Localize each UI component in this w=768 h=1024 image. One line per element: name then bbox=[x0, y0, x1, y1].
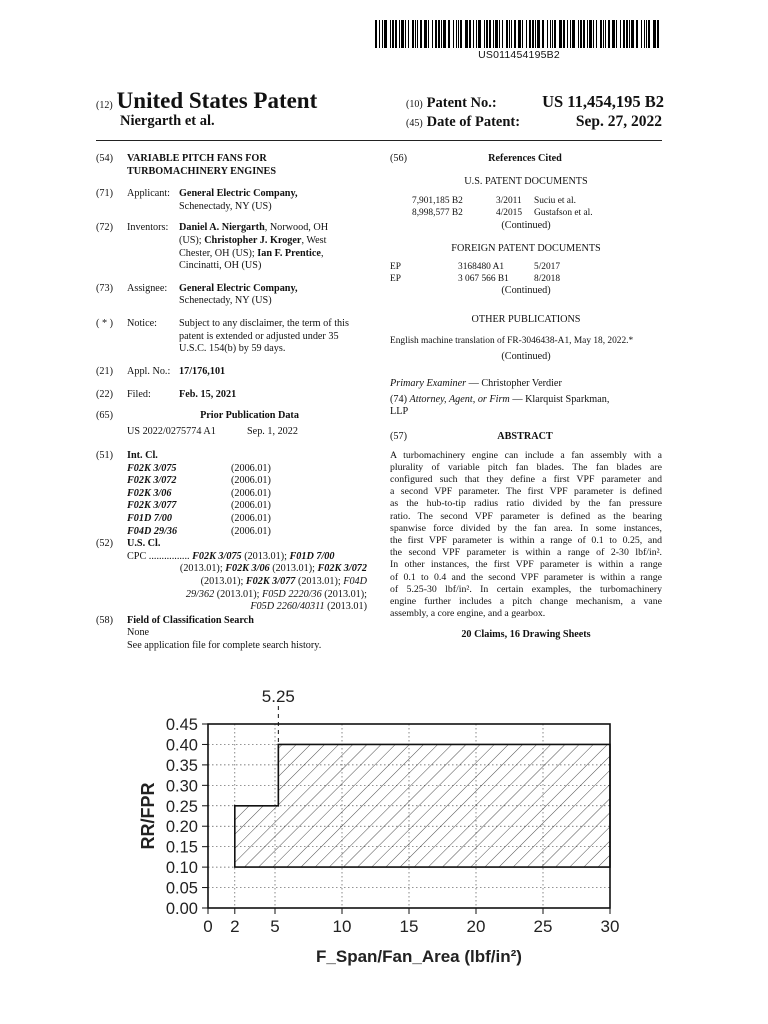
barcode-bar bbox=[529, 20, 531, 48]
barcode-bar bbox=[641, 20, 642, 48]
barcode-bar bbox=[456, 20, 457, 48]
barcode-bar bbox=[631, 20, 634, 48]
barcode-bar bbox=[620, 20, 621, 48]
barcode-bar bbox=[428, 20, 429, 48]
y-tick-label: 0.10 bbox=[165, 859, 198, 878]
right-column bbox=[390, 153, 662, 642]
abstract-line: ratio. The second VPF parameter is defined as the bearing bbox=[390, 510, 662, 522]
x-tick-label: 30 bbox=[600, 917, 620, 936]
left-column bbox=[96, 153, 372, 653]
barcode-bar bbox=[532, 20, 534, 48]
abstract-text bbox=[390, 450, 662, 621]
barcode-bar bbox=[522, 20, 523, 48]
attorney-line: (74) Attorney, Agent, or Firm — Klarquist Sparkman, bbox=[390, 393, 610, 405]
barcode-bar bbox=[495, 20, 498, 48]
barcode-bar bbox=[382, 20, 383, 48]
barcode-bar bbox=[399, 20, 400, 48]
barcode-bar bbox=[499, 20, 500, 48]
barcode-bar bbox=[395, 20, 397, 48]
abstract-line: as the hub-to-tip radius ratio divided by the fan pressure bbox=[390, 498, 662, 510]
barcode-bar bbox=[443, 20, 446, 48]
barcode-bar bbox=[484, 20, 485, 48]
field-of-search: (58) Field of Classification Search None See application file for complete search history. bbox=[96, 614, 322, 651]
foreign-doc-row: EP 3168480 A1 5/2017 bbox=[390, 262, 561, 273]
y-tick-label: 0.05 bbox=[165, 879, 198, 898]
foreign-docs-heading: FOREIGN PATENT DOCUMENTS bbox=[451, 242, 601, 254]
barcode-bar bbox=[636, 20, 638, 48]
y-tick-label: 0.00 bbox=[165, 900, 198, 918]
barcode-bar bbox=[600, 20, 602, 48]
references-heading: (56) References Cited bbox=[390, 153, 562, 164]
barcode-bar bbox=[653, 20, 656, 48]
barcode-bar bbox=[458, 20, 459, 48]
applicant-field: (71) Applicant: General Electric Company, Schenectady, NY (US) bbox=[96, 188, 298, 212]
abstract-heading: (57) ABSTRACT bbox=[390, 430, 553, 442]
barcode-bar bbox=[375, 20, 377, 48]
barcode-bar bbox=[605, 20, 606, 48]
x-tick-label: 15 bbox=[399, 917, 419, 936]
barcode-bar bbox=[535, 20, 536, 48]
y-axis-label: RR/FPR bbox=[138, 782, 158, 850]
barcode-bar bbox=[563, 20, 565, 48]
prior-publication-heading: (65) Prior Publication Data bbox=[96, 409, 299, 421]
barcode-bar bbox=[603, 20, 604, 48]
x-tick-label: 0 bbox=[203, 917, 213, 936]
x-axis-label: F_Span/Fan_Area (lbf/in²) bbox=[316, 947, 522, 966]
int-cl-row: F02K 3/072 (2006.01) bbox=[127, 475, 271, 487]
barcode-bar bbox=[612, 20, 615, 48]
barcode-bar bbox=[626, 20, 628, 48]
us-doc-row: 7,901,185 B2 3/2011 Suciu et al. bbox=[412, 196, 576, 207]
barcode-bar bbox=[432, 20, 433, 48]
x-tick-label: 25 bbox=[533, 917, 553, 936]
y-tick-label: 0.15 bbox=[165, 838, 198, 857]
barcode-bar bbox=[473, 20, 474, 48]
us-doc-row: 8,998,577 B2 4/2015 Gustafson et al. bbox=[412, 207, 593, 218]
barcode-bar bbox=[435, 20, 437, 48]
barcode-number: US011454195B2 bbox=[478, 49, 560, 61]
barcode-bar bbox=[453, 20, 454, 48]
assignee-field: (73) Assignee: General Electric Company, Schenectady, NY (US) bbox=[96, 282, 298, 307]
us-docs-heading: U.S. PATENT DOCUMENTS bbox=[464, 175, 588, 187]
barcode-bar bbox=[644, 20, 645, 48]
date-line: (45) Date of Patent: Sep. 27, 2022 bbox=[406, 113, 662, 130]
barcode-bar bbox=[589, 20, 592, 48]
barcode-bar bbox=[392, 20, 394, 48]
barcode-bar bbox=[629, 20, 630, 48]
barcode-bar bbox=[405, 20, 406, 48]
barcode-bar bbox=[441, 20, 442, 48]
y-tick-label: 0.20 bbox=[165, 818, 198, 837]
abstract-line: the first VPF parameter is within a range of 0.1 to 0.25, and bbox=[390, 534, 662, 546]
barcode-bar bbox=[417, 20, 418, 48]
barcode-bar bbox=[537, 20, 540, 48]
barcode-bar bbox=[657, 20, 659, 48]
barcode-bar bbox=[509, 20, 510, 48]
appl-no-field: (21) Appl. No.: 17/176,101 bbox=[96, 365, 226, 377]
annotation-label-5-25: 5.25 bbox=[261, 687, 295, 706]
x-axis bbox=[203, 908, 619, 936]
barcode-bar bbox=[518, 20, 521, 48]
abstract-line: configured such that they define a first VPF parameter and bbox=[390, 473, 662, 485]
inventors-field: (72) Inventors: Daniel A. Niergarth, Norwood, OH (US); Christopher J. Kroger, West Chester, OH (US); Ian F. Prentice, Cincinatti, OH (US) bbox=[96, 222, 329, 272]
barcode-bar bbox=[648, 20, 650, 48]
abstract-line: spanwise force divided by the fan area. In some instances, bbox=[390, 522, 662, 534]
barcode-bar bbox=[493, 20, 494, 48]
x-tick-label: 20 bbox=[466, 917, 486, 936]
barcode-bar bbox=[550, 20, 551, 48]
int-cl-row: F02K 3/075 (2006.01) bbox=[127, 462, 271, 474]
int-cl-row: F04D 29/36 (2006.01) bbox=[127, 525, 271, 537]
int-cl-list bbox=[127, 463, 317, 539]
us-cl-field: (52) U.S. Cl. bbox=[96, 538, 161, 550]
barcode-bar bbox=[384, 20, 387, 48]
barcode-bar bbox=[580, 20, 582, 48]
barcode-bar bbox=[478, 20, 481, 48]
cpc-block: CPC ................ F02K 3/075 (2013.01); F01D 7/00 (2013.01); F02K 3/06 (2013.01); F02K 3/072 (2013.01); F02K 3/077 (2013.01); F04D 29/362 (2013.01); F05D 2220/36 (2013.01); F05D 2260/40311 (2013.01) bbox=[127, 550, 367, 613]
notice-field: ( * ) Notice: Subject to any disclaimer, the term of this patent is extended or adjusted under 35 U.S.C. 154(b) by 59 days. bbox=[96, 317, 349, 355]
us-docs-continued: (Continued) bbox=[501, 220, 551, 231]
other-pubs-continued: (Continued) bbox=[501, 350, 551, 362]
abstract-line: A turbomachinery engine can include a fan assembly with a bbox=[390, 449, 662, 461]
abstract-line: engine further includes a pitch change mechanism, a vane bbox=[390, 596, 662, 607]
doc-kind-line: (12) United States Patent bbox=[96, 88, 318, 113]
filed-field: (22) Filed: Feb. 15, 2021 bbox=[96, 389, 237, 401]
y-tick-label: 0.45 bbox=[165, 716, 198, 734]
barcode-bar bbox=[401, 20, 404, 48]
barcode-bar bbox=[476, 20, 477, 48]
barcode-bar bbox=[379, 20, 380, 48]
barcode-bar bbox=[465, 20, 468, 48]
inventors-short: Niergarth et al. bbox=[120, 113, 215, 129]
barcode-bar bbox=[583, 20, 585, 48]
barcode-bar bbox=[506, 20, 508, 48]
y-tick-label: 0.25 bbox=[165, 797, 198, 816]
barcode-bar bbox=[608, 20, 610, 48]
barcode-bar bbox=[460, 20, 462, 48]
foreign-docs-list bbox=[390, 262, 662, 285]
abstract-line: the second VPF parameter is within a range of 2-30 lbf/in². bbox=[390, 547, 662, 559]
doc-kind: United States Patent bbox=[116, 88, 318, 113]
barcode-bar bbox=[511, 20, 512, 48]
foreign-docs-continued: (Continued) bbox=[501, 285, 551, 296]
barcode-bar bbox=[578, 20, 579, 48]
barcode-bar bbox=[572, 20, 575, 48]
x-tick-label: 2 bbox=[230, 917, 240, 936]
barcode-bar bbox=[390, 20, 391, 48]
examiner-line: Primary Examiner — Christopher Verdier bbox=[390, 378, 562, 390]
us-docs-list bbox=[412, 196, 662, 219]
barcode-bar bbox=[616, 20, 617, 48]
abstract-line: assembly, a core engine, and a gearbox. bbox=[390, 608, 546, 620]
patent-date: Sep. 27, 2022 bbox=[575, 113, 662, 130]
abstract-line: plurality of variable pitch fan blades. The fan blades are bbox=[390, 461, 662, 473]
barcode-bar bbox=[438, 20, 440, 48]
abstract-line: of 5.25-30 lbf/in². In certain examples, the turbomachinery bbox=[390, 583, 662, 595]
barcode-bar bbox=[542, 20, 544, 48]
patent-number-line: (10) Patent No.: US 11,454,195 B2 bbox=[406, 92, 664, 111]
barcode bbox=[375, 20, 663, 48]
barcode-bar bbox=[469, 20, 471, 48]
barcode-bar bbox=[587, 20, 588, 48]
barcode-bar bbox=[547, 20, 548, 48]
abstract-line: a second VPF parameter. The first VPF parameter is defined bbox=[390, 486, 662, 498]
claims-sheets: 20 Claims, 16 Drawing Sheets bbox=[461, 629, 591, 641]
barcode-bar bbox=[412, 20, 414, 48]
barcode-bar bbox=[526, 20, 527, 48]
y-tick-label: 0.30 bbox=[165, 777, 198, 796]
int-cl-row: F02K 3/077 (2006.01) bbox=[127, 500, 271, 512]
barcode-bar bbox=[554, 20, 556, 48]
barcode-bar bbox=[420, 20, 422, 48]
abstract-line: of 0.1 to 0.4 and the second VPF parameter is within a range bbox=[390, 571, 662, 583]
y-tick-label: 0.40 bbox=[165, 736, 198, 755]
barcode-bar bbox=[489, 20, 491, 48]
barcode-bar bbox=[559, 20, 562, 48]
barcode-bar bbox=[448, 20, 450, 48]
barcode-bar bbox=[623, 20, 625, 48]
x-tick-label: 10 bbox=[332, 917, 352, 936]
barcode-bar bbox=[552, 20, 553, 48]
barcode-bar bbox=[514, 20, 516, 48]
int-cl-field: (51) Int. Cl. F02K 3/075 (2006.01) F02K 3/072 (2006.01) F02K 3/06 (2006.01) F02K 3/077 (2006.01) F01D 7/00 (2006.01) F04D 29/36 (2006.01) bbox=[96, 450, 372, 538]
other-pub: English machine translation of FR-3046438-A1, May 18, 2022.* bbox=[390, 336, 634, 347]
barcode-bar bbox=[593, 20, 594, 48]
header-divider bbox=[96, 140, 662, 141]
y-tick-label: 0.35 bbox=[165, 756, 198, 775]
barcode-bar bbox=[502, 20, 503, 48]
hatched-region bbox=[235, 744, 610, 867]
barcode-bar bbox=[486, 20, 488, 48]
y-axis bbox=[166, 716, 208, 918]
barcode-bar bbox=[646, 20, 647, 48]
barcode-bar bbox=[424, 20, 427, 48]
rr-fpr-chart bbox=[120, 680, 640, 970]
barcode-bar bbox=[596, 20, 597, 48]
barcode-bar bbox=[415, 20, 416, 48]
barcode-bar bbox=[567, 20, 568, 48]
other-pubs-heading: OTHER PUBLICATIONS bbox=[471, 313, 581, 325]
int-cl-row: F02K 3/06 (2006.01) bbox=[127, 487, 271, 499]
patent-number: US 11,454,195 B2 bbox=[542, 92, 664, 111]
abstract-line: In other instances, the first VPF parameter is within a range bbox=[390, 559, 662, 571]
title-field: (54) VARIABLE PITCH FANS FOR TURBOMACHINERY ENGINES bbox=[96, 153, 276, 177]
x-tick-label: 5 bbox=[270, 917, 280, 936]
barcode-bar bbox=[570, 20, 571, 48]
barcode-bar bbox=[408, 20, 409, 48]
attorney-llp: LLP bbox=[390, 406, 409, 418]
int-cl-row: F01D 7/00 (2006.01) bbox=[127, 513, 271, 525]
prior-publication-row: US 2022/0275774 A1 Sep. 1, 2022 bbox=[127, 425, 298, 437]
foreign-doc-row: EP 3 067 566 B1 8/2018 bbox=[390, 273, 561, 284]
